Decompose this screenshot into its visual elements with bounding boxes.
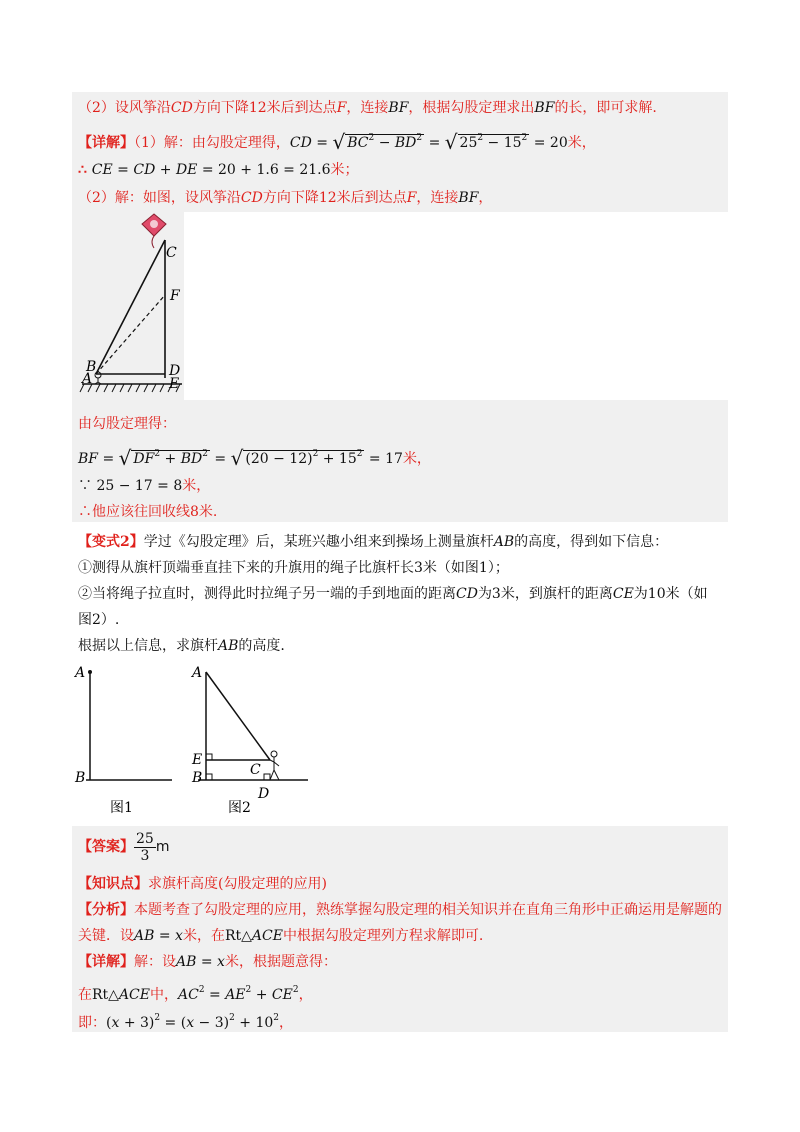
fig2-label-c: C	[250, 762, 261, 778]
pythagoras-intro: 由勾股定理得：	[78, 416, 176, 432]
label-f: F	[170, 288, 180, 304]
info-2-cont: 图2）.	[78, 612, 120, 628]
fig2-caption: 图2	[228, 800, 251, 816]
analysis-2-cont: 关键．设AB = x米，在Rt△ACE中根据勾股定理列方程求解即可.	[78, 928, 484, 944]
detail-line-part2: （2）解：如图，设风筝沿CD方向下降12米后到达点F，连接BF，	[78, 190, 493, 206]
fig1-caption: 图1	[110, 800, 133, 816]
knowledge-point: 【知识点】求旗杆高度(勾股定理的应用)	[78, 876, 327, 892]
answer-fraction: $\frac{25}{3}$	[136, 830, 154, 864]
fig2-label-d: D	[258, 786, 270, 802]
detail-line-ce: ∴ CE = CD + DE = 20 + 1.6 = 21.6米；	[78, 162, 359, 178]
bf-equation: BF = √ $DF^2 + BD^2$ = √ $(20 - 12)^2 + 15^2 = 17$米，	[78, 446, 431, 470]
fig1-label-a: A	[75, 665, 86, 681]
info-1: ①测得从旗杆顶端垂直挂下来的升旗用的绳子比旗杆长3米（如图1）；	[78, 560, 509, 576]
label-c: C	[166, 245, 177, 261]
info-2: ②当将绳子拉直时，测得此时拉绳子另一端的手到地面的距离CD为3米，到旗杆的距离CE为10米（如	[78, 586, 708, 602]
label-e: E	[169, 376, 180, 392]
kite-diagram	[74, 212, 186, 400]
label-d: D	[169, 363, 181, 379]
detail-2-equation: 在Rt△ACE中，$AC^2 = AE^2 + CE^2$，	[78, 985, 313, 1003]
variant-2-heading: 【变式2】学过《勾股定理》后，某班兴趣小组来到操场上测量旗杆AB的高度，得到如下信息：	[78, 534, 669, 550]
kite-icon	[142, 214, 166, 248]
conclusion-line: ∴他应该往回收线8米.	[78, 504, 218, 520]
person-icon	[270, 751, 279, 780]
detail-line-cd: 【详解】（1）解：由勾股定理得，CD = √ $BC^2 - BD^2$ = √ $25^2 - 15^2 = 20$米，	[78, 130, 596, 154]
fig2-label-e: E	[192, 752, 203, 768]
fig2-label-a: A	[192, 665, 203, 681]
label-a: A	[82, 371, 93, 387]
answer-line: 【答案】 $\frac{25}{3}$ m	[78, 830, 170, 864]
detail-2-equation-sub: 即：$(x + 3)^2 = (x - 3)^2 + 10^2$，	[78, 1013, 294, 1031]
label-b: B	[86, 359, 97, 375]
fig2-label-b: B	[192, 770, 203, 786]
question-line: 根据以上信息，求旗杆AB的高度.	[78, 638, 285, 654]
analysis-2: 【分析】本题考查了勾股定理的应用，熟练掌握勾股定理的相关知识并在直角三角形中正确运用是解题的	[78, 902, 722, 918]
detail-2-heading: 【详解】解：设AB = x米，根据题意得：	[78, 954, 337, 970]
figure-2	[188, 660, 318, 816]
figure-1	[72, 660, 182, 816]
fig1-label-b: B	[75, 770, 86, 786]
analysis-line: （2）设风筝沿CD方向下降12米后到达点F，连接BF，根据勾股定理求出BF的长，即可求解.	[78, 100, 657, 116]
difference-line: ∵ 25 − 17 = 8米，	[78, 478, 211, 494]
